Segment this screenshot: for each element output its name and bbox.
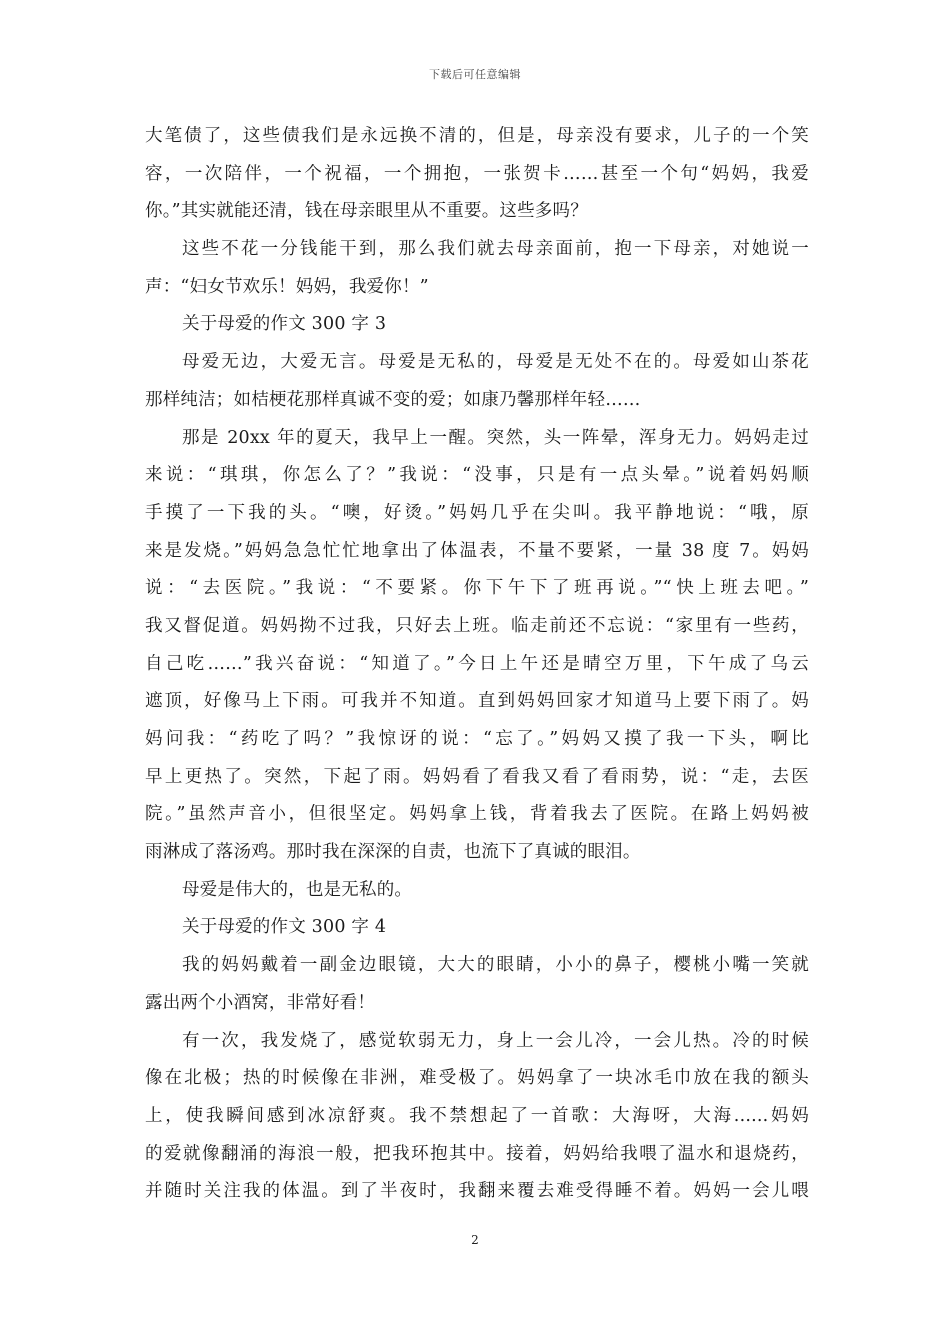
- text-line: 容，一次陪伴，一个祝福，一个拥抱，一张贺卡……甚至一个句“妈妈，我爱: [145, 163, 809, 184]
- text-line: 那是 20xx 年的夏天，我早上一醒。突然，头一阵晕，浑身无力。妈妈走过: [182, 427, 809, 448]
- text-line: 声：“妇女节欢乐！妈妈，我爱你！”: [145, 276, 429, 297]
- text-line: 那样纯洁；如桔梗花那样真诚不变的爱；如康乃馨那样年轻……: [145, 389, 641, 410]
- text-line: 母爱无边，大爱无言。母爱是无私的，母爱是无处不在的。母爱如山茶花: [182, 352, 809, 373]
- text-line: 遮顶，好像马上下雨。可我并不知道。直到妈妈回家才知道马上要下雨了。妈: [145, 691, 809, 712]
- text-line: 我的妈妈戴着一副金边眼镜，大大的眼睛，小小的鼻子，樱桃小嘴一笑就: [182, 955, 809, 976]
- text-line: 上，使我瞬间感到冰凉舒爽。我不禁想起了一首歌：大海呀，大海......妈妈: [145, 1105, 809, 1126]
- text-line: 有一次，我发烧了，感觉软弱无力，身上一会儿冷，一会儿热。冷的时候: [182, 1030, 809, 1051]
- section-heading: 关于母爱的作文 300 字 3: [182, 314, 387, 335]
- text-line: 大笔债了，这些债我们是永远换不清的，但是，母亲没有要求，儿子的一个笑: [145, 126, 809, 146]
- text-line: 早上更热了。突然，下起了雨。妈妈看了看我又看了看雨势，说：“走，去医: [145, 766, 809, 787]
- text-line: 你。”其实就能还清，钱在母亲眼里从不重要。这些多吗？: [145, 201, 588, 222]
- text-line: 并随时关注我的体温。到了半夜时，我翻来覆去难受得睡不着。妈妈一会儿喂: [145, 1181, 809, 1202]
- page-header: 下载后可任意编辑: [429, 68, 521, 81]
- text-line: 这些不花一分钱能干到，那么我们就去母亲面前，抱一下母亲，对她说一: [182, 239, 809, 260]
- text-line: 院。”虽然声音小，但很坚定。妈妈拿上钱，背着我去了医院。在路上妈妈被: [145, 804, 809, 825]
- text-line: 像在北极；热的时候像在非洲，难受极了。妈妈拿了一块冰毛巾放在我的额头: [145, 1068, 809, 1089]
- text-line: 手摸了一下我的头。“噢，好烫。”妈妈几乎在尖叫。我平静地说：“哦，原: [145, 502, 809, 523]
- page-number: 2: [471, 1233, 479, 1247]
- text-line: 自己吃……”我兴奋说：“知道了。”今日上午还是晴空万里，下午成了乌云: [145, 653, 809, 674]
- text-line: 我又督促道。妈妈拗不过我，只好去上班。临走前还不忘说：“家里有一些药，: [145, 615, 809, 636]
- text-line: 妈问我：“药吃了吗？”我惊讶的说：“忘了。”妈妈又摸了我一下头，啊比: [145, 729, 809, 749]
- text-line: 来是发烧。”妈妈急急忙忙地拿出了体温表，不量不要紧，一量 38 度 7。妈妈: [145, 540, 809, 561]
- text-line: 说：“去医院。”我说：“不要紧。你下午下了班再说。”“快上班去吧。”: [145, 578, 809, 599]
- text-line: 雨淋成了落汤鸡。那时我在深深的自责，也流下了真诚的眼泪。: [145, 842, 641, 863]
- text-line: 来说：“琪琪，你怎么了？”我说：“没事，只是有一点头晕。”说着妈妈顺: [145, 465, 809, 486]
- section-heading: 关于母爱的作文 300 字 4: [182, 917, 387, 938]
- document-body: [145, 118, 809, 1211]
- text-line: 母爱是伟大的，也是无私的。: [182, 879, 413, 900]
- text-line: 露出两个小酒窝，非常好看！: [145, 992, 376, 1013]
- text-line: 的爱就像翻涌的海浪一般，把我环抱其中。接着，妈妈给我喂了温水和退烧药，: [145, 1143, 809, 1164]
